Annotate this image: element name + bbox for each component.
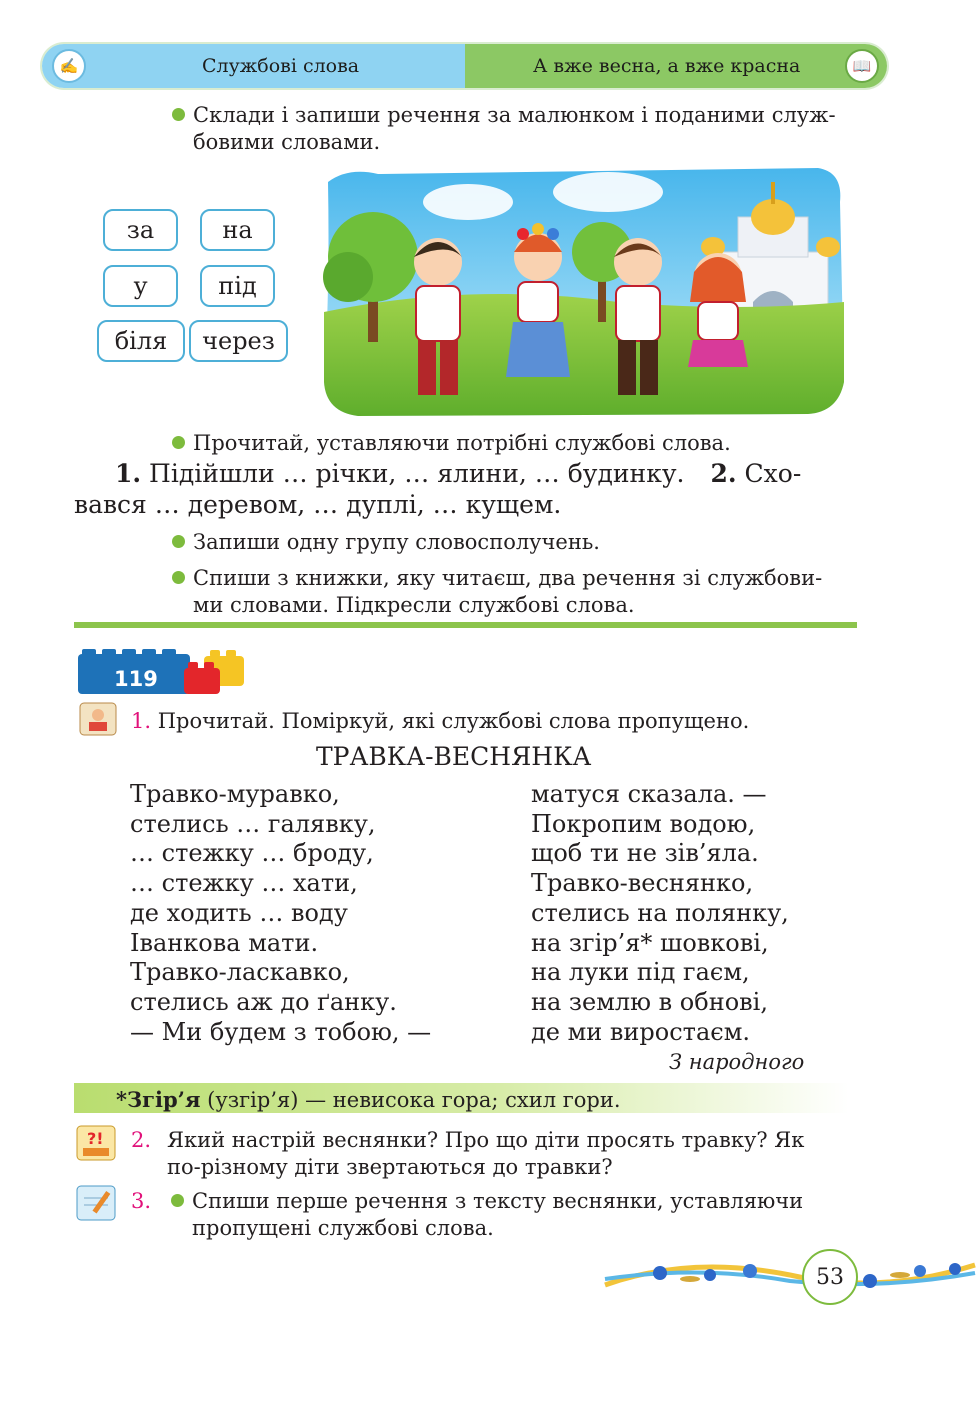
flower-garland-decoration (600, 1245, 978, 1305)
task-b-instruction-text: Прочитай, уставляючи потрібні службові слова. (193, 431, 731, 455)
svg-text:?!: ?! (87, 1129, 104, 1148)
sentence-number: 1. (115, 459, 142, 488)
word-label: за (126, 216, 155, 244)
poem-line: Іванкова мати. (130, 928, 319, 957)
task-d-line1: Спиши з книжки, яку читаєш, два речення зі службови- (193, 566, 823, 590)
ex1-text: Прочитай. Поміркуй, які службові слова пропущено. (157, 709, 750, 733)
task-b-sentence-line2: вався … деревом, … дуплі, … кущем. (74, 490, 562, 519)
poem-line: Травко-веснянко, (531, 869, 754, 898)
bullet-icon (172, 535, 185, 548)
poem-left-column (130, 780, 431, 1047)
bullet-icon (172, 571, 185, 584)
poem-line: щоб ти не зів’яла. (531, 839, 759, 868)
poem-source: З народного (669, 1050, 805, 1074)
word-label: біля (114, 327, 168, 355)
header-right-section (465, 44, 887, 88)
poem-line: матуся сказала. — (531, 780, 767, 808)
exercise-number: 3. (131, 1189, 152, 1213)
bullet-icon (171, 1194, 184, 1207)
children-illustration (318, 162, 850, 420)
exercise-number: 1. (131, 709, 152, 733)
word-box-u (103, 265, 178, 307)
poem-line: на землю в обнові, (531, 987, 768, 1016)
header-right-title: А вже весна, а вже красна (533, 55, 801, 77)
word-label: через (202, 327, 275, 355)
poem-right-column (531, 780, 789, 1047)
ex2-line1: Який настрій веснянки? Про що діти просять травку? Як (167, 1128, 805, 1152)
sentence-text: Підійшли … річки, … ялини, … будинку. (141, 459, 685, 488)
book-icon: 📖 (845, 49, 879, 83)
header-left-section (42, 44, 465, 88)
poem-line: на згір’я* шовкові, (531, 928, 769, 957)
poem-line: де ми виростаєм. (531, 1017, 750, 1046)
poem-line: — Ми будем з тобою, — (130, 1017, 432, 1046)
page-number: 53 (802, 1249, 858, 1305)
bullet-icon (172, 108, 185, 121)
poem-line: Покропим водою, (531, 809, 756, 838)
poem-line: де ходить … воду (130, 898, 348, 927)
word-box-pid (200, 265, 275, 307)
lesson-number: 119 (114, 667, 158, 691)
pen-icon: ✍ (52, 49, 86, 83)
task-c-instruction (172, 529, 600, 556)
task-b-sentence-line1 (115, 458, 801, 489)
writing-icon (75, 1182, 119, 1224)
word-label: під (218, 272, 257, 300)
footnote-definition: (узгір’я) — невисока гора; схил гори. (200, 1088, 621, 1112)
ex2-line2: по-різному діти звертаються до травки? (167, 1155, 613, 1179)
word-label: у (133, 272, 148, 300)
task-c-text: Запиши одну групу словосполучень. (193, 530, 600, 554)
page-header (42, 44, 887, 88)
exercise-number: 2. (131, 1128, 152, 1152)
word-box-cherez (189, 320, 288, 362)
word-box-na (200, 209, 275, 251)
poem-line: … стежку … броду, (130, 839, 374, 868)
poem-line: Травко-ласкавко, (130, 958, 350, 987)
poem-line: стелись … галявку, (130, 809, 376, 838)
header-left-title: Службові слова (202, 55, 360, 77)
ex2-question (131, 1127, 859, 1181)
task-d-line2: ми словами. Підкресли службові слова. (193, 593, 635, 617)
footnote-term: *Згір’я (116, 1087, 201, 1112)
word-label: на (222, 216, 253, 244)
reading-icon (77, 700, 119, 738)
word-box-bilia (97, 320, 185, 362)
ex3-line1: Спиши перше речення з тексту веснянки, уставляючи (192, 1189, 804, 1213)
poem-line: на луки під гаєм, (531, 958, 750, 987)
sentence-text: Схо- (736, 459, 802, 488)
task-a-instruction (172, 102, 862, 156)
task-a-line2: бовими словами. (193, 130, 381, 154)
ex3-task (131, 1188, 859, 1242)
task-b-instruction (172, 430, 731, 457)
poem-line: … стежку … хати, (130, 869, 358, 898)
bullet-icon (172, 436, 185, 449)
task-d-instruction (172, 565, 862, 619)
section-divider (74, 622, 857, 628)
footnote (116, 1087, 621, 1112)
task-a-line1: Склади і запиши речення за малюнком і поданими служ- (193, 103, 836, 127)
ex1-instruction (131, 708, 749, 735)
ex3-line2: пропущені службові слова. (192, 1216, 494, 1240)
poem-line: стелись аж до ґанку. (130, 987, 397, 1016)
poem-line: стелись на полянку, (531, 898, 789, 927)
word-box-za (103, 209, 178, 251)
poem-line: Травко-муравко, (130, 780, 340, 808)
question-icon (75, 1122, 119, 1162)
poem-title: ТРАВКА-ВЕСНЯНКА (316, 742, 592, 771)
sentence-number: 2. (710, 459, 737, 488)
